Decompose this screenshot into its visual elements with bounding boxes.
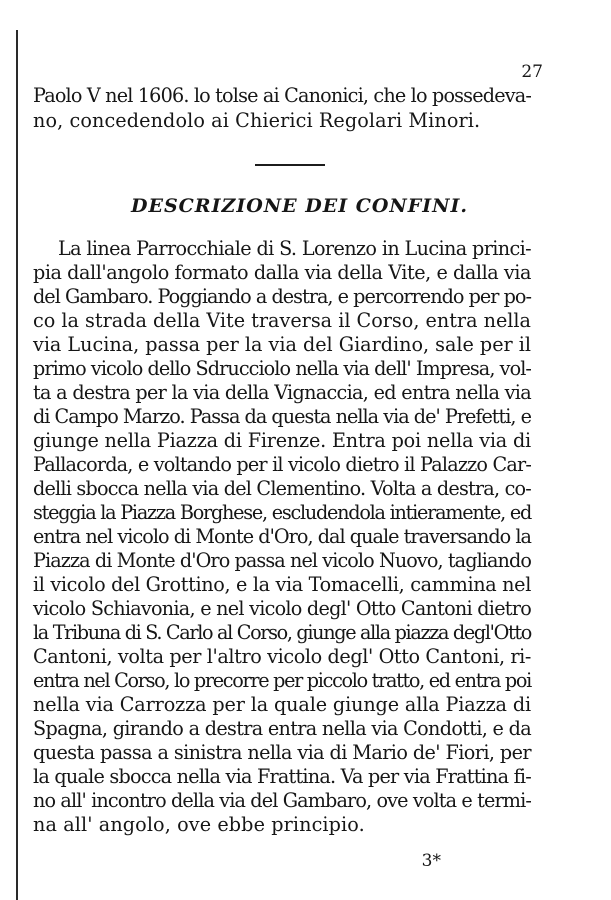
paragraph-line: entra nel vicolo di Monte d'Oro, dal quale traversando la	[33, 525, 531, 548]
paragraph-line: Cantoni, volta per l'altro vicolo degl' Otto Cantoni, ri-	[33, 645, 531, 668]
paragraph-line: co la strada della Vite traversa il Corso, entra nella	[33, 309, 531, 332]
paragraph-line: questa passa a sinistra nella via di Mario de' Fiori, per	[33, 741, 531, 764]
paragraph-line: la Tribuna di S. Carlo al Corso, giunge alla piazza degl'Otto	[33, 621, 532, 644]
intro-line: no, concedendolo ai Chierici Regolari Minori.	[33, 109, 481, 132]
paragraph-line: nella via Carrozza per la quale giunge alla Piazza di	[33, 693, 531, 716]
signature-mark: 3*	[421, 851, 441, 871]
paragraph-line: entra nel Corso, lo precorre per piccolo tratto, ed entra poi	[33, 669, 531, 692]
paragraph-line: La linea Parrocchiale di S. Lorenzo in Lucina princi-	[58, 237, 531, 260]
intro-line: Paolo V nel 1606. lo tolse ai Canonici, che lo possedeva-	[33, 84, 531, 107]
paragraph-line: no all' incontro della via del Gambaro, ove volta e termi-	[33, 789, 531, 812]
paragraph-line: Piazza di Monte d'Oro passa nel vicolo Nuovo, tagliando	[33, 549, 531, 572]
paragraph-line: vicolo Schiavonia, e nel vicolo degl' Otto Cantoni dietro	[33, 597, 531, 620]
paragraph-line: steggia la Piazza Borghese, escludendola intieramente, ed	[33, 501, 531, 524]
paragraph-line: na all' angolo, ove ebbe principio.	[33, 813, 365, 836]
section-divider	[255, 164, 325, 166]
paragraph-line: il vicolo del Grottino, e la via Tomacelli, cammina nel	[33, 573, 532, 596]
paragraph-line: la quale sbocca nella via Frattina. Va per via Frattina fi-	[33, 765, 531, 788]
paragraph-line: Pallacorda, e voltando per il vicolo dietro il Palazzo Car-	[33, 453, 531, 476]
paragraph-line: ta a destra per la via della Vignaccia, ed entra nella via	[33, 381, 531, 404]
section-heading: DESCRIZIONE DEI CONFINI.	[131, 195, 468, 217]
page-binding-edge	[16, 30, 18, 900]
paragraph-line: giunge nella Piazza di Firenze. Entra poi nella via di	[33, 429, 531, 452]
page-number: 27	[521, 62, 543, 82]
paragraph-line: del Gambaro. Poggiando a destra, e percorrendo per po-	[33, 285, 531, 308]
paragraph-line: via Lucina, passa per la via del Giardino, sale per il	[33, 333, 531, 356]
paragraph-line: di Campo Marzo. Passa da questa nella via de' Prefetti, e	[33, 405, 531, 428]
paragraph-line: delli sbocca nella via del Clementino. Volta a destra, co-	[33, 477, 531, 500]
paragraph-line: pia dall'angolo formato dalla via della Vite, e dalla via	[33, 261, 531, 284]
paragraph-line: primo vicolo dello Sdrucciolo nella via dell' Impresa, vol-	[33, 357, 531, 380]
paragraph-line: Spagna, girando a destra entra nella via Condotti, e da	[33, 717, 531, 740]
